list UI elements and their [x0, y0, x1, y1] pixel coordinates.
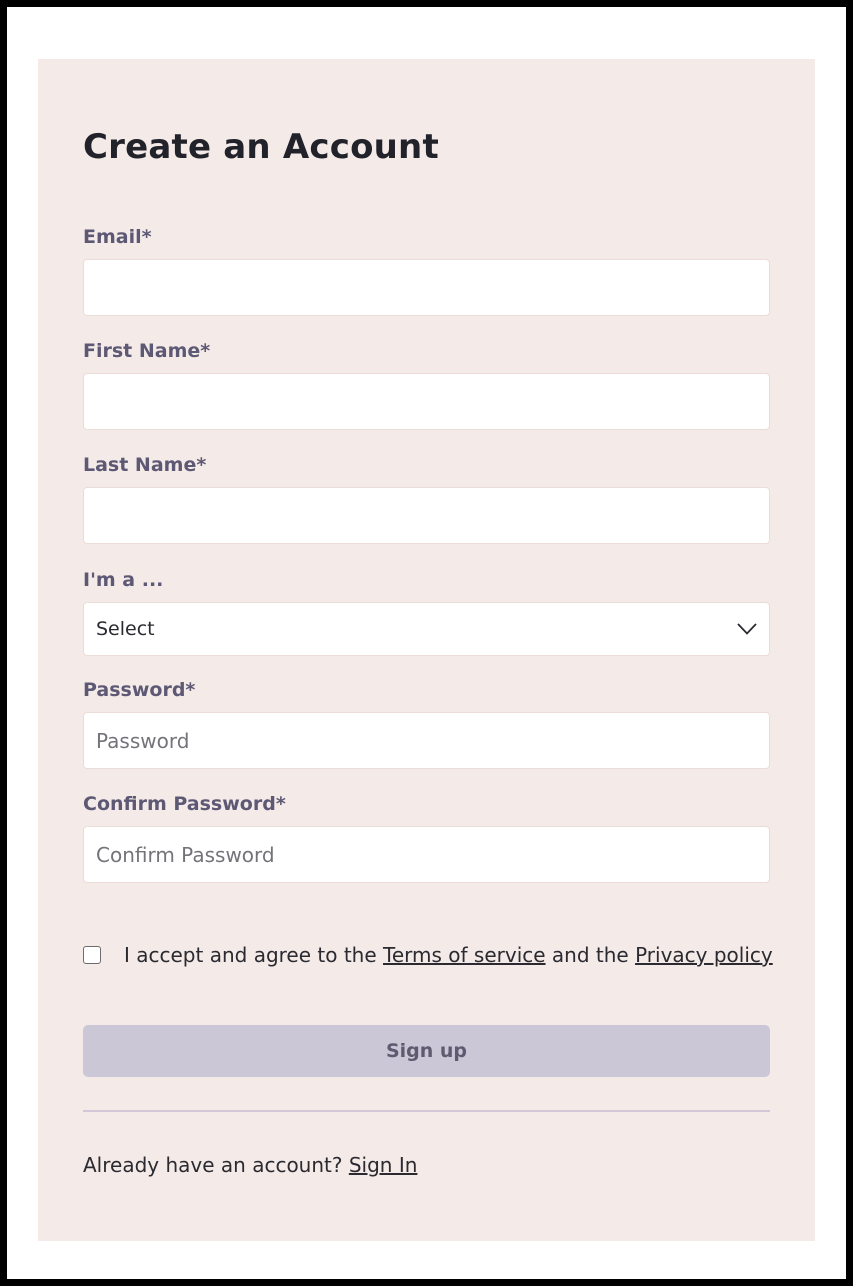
confirm-password-field[interactable] — [83, 826, 770, 883]
signin-prompt — [83, 1153, 417, 1177]
email-field[interactable] — [83, 259, 770, 316]
sign-in-link[interactable]: Sign In — [348, 1153, 418, 1177]
confirm-password-label: Confirm Password* — [83, 793, 286, 815]
page-title: Create an Account — [83, 127, 439, 167]
privacy-policy-link[interactable]: Privacy policy — [635, 943, 773, 967]
terms-checkbox[interactable] — [83, 946, 101, 964]
agreement-middle: and the — [545, 943, 636, 967]
password-field[interactable] — [83, 712, 770, 769]
last-name-label: Last Name* — [83, 454, 207, 476]
first-name-label: First Name* — [83, 340, 211, 362]
signin-prompt-text: Already have an account? — [83, 1153, 349, 1177]
role-label: I'm a ... — [83, 569, 164, 591]
terms-agreement-row — [83, 943, 773, 967]
browser-viewport — [7, 7, 846, 1279]
sign-up-button[interactable]: Sign up — [83, 1025, 770, 1077]
password-label: Password* — [83, 679, 196, 701]
first-name-field[interactable] — [83, 373, 770, 430]
signup-card — [38, 59, 815, 1241]
chevron-down-icon — [737, 623, 757, 635]
terms-agreement-text — [124, 943, 773, 967]
agreement-prefix: I accept and agree to the — [124, 943, 384, 967]
terms-of-service-link[interactable]: Terms of service — [383, 943, 546, 967]
divider — [83, 1110, 770, 1112]
last-name-field[interactable] — [83, 487, 770, 544]
role-select-value: Select — [96, 618, 155, 640]
email-label: Email* — [83, 226, 152, 248]
role-select[interactable] — [83, 602, 770, 656]
